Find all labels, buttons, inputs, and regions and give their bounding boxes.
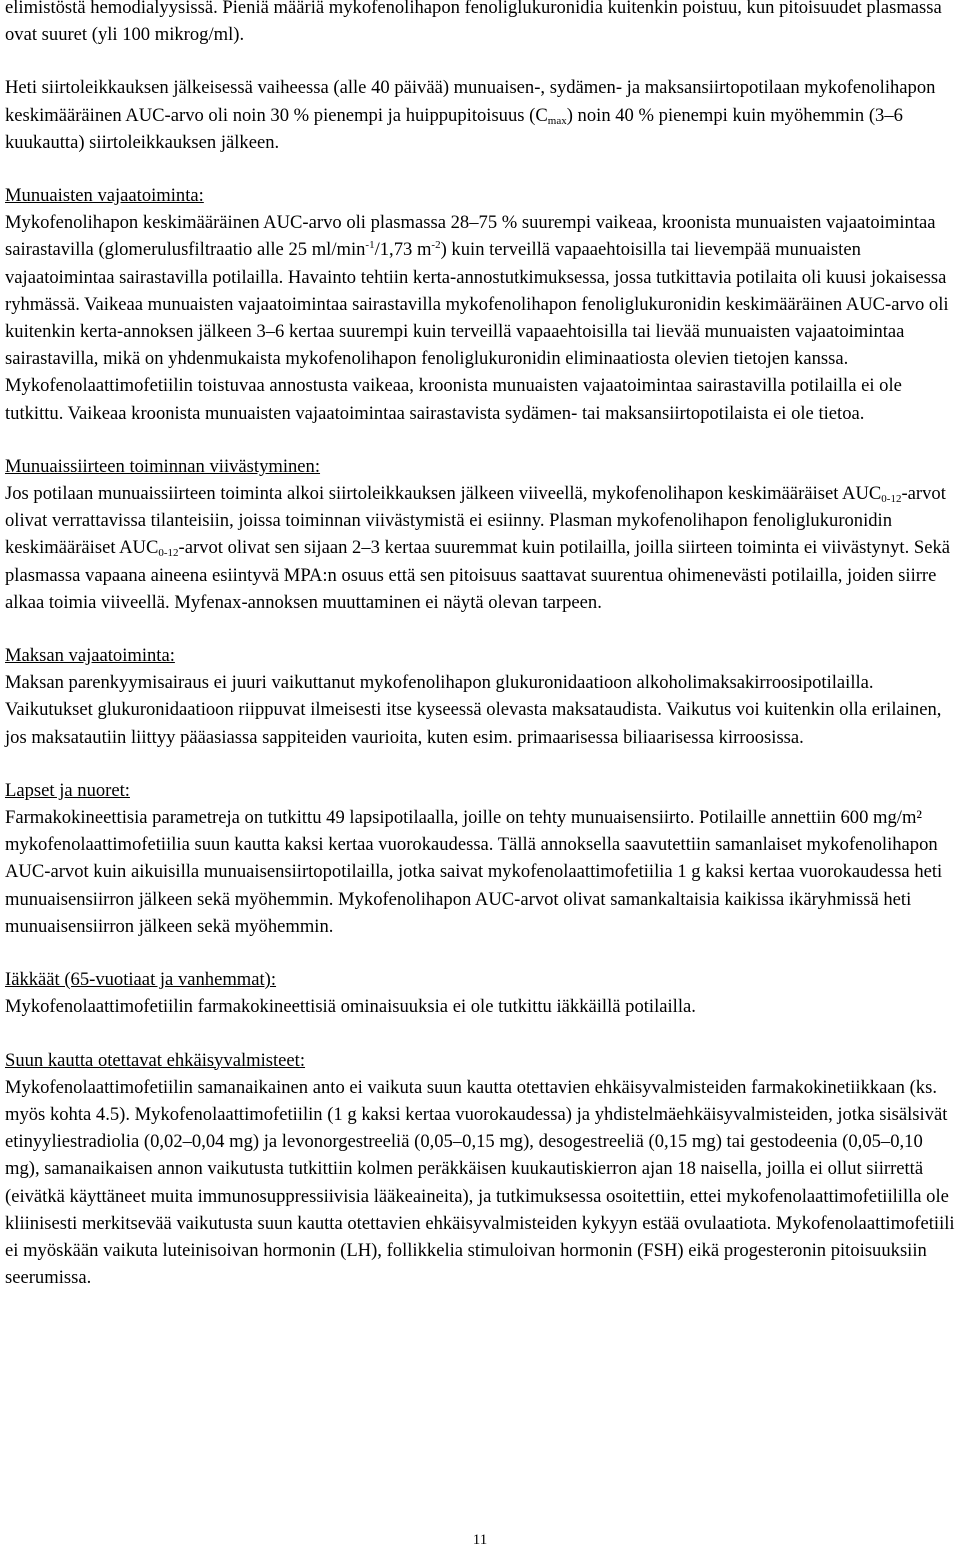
section-heading-delayed-graft: Munuaissiirteen toiminnan viivästyminen: (5, 455, 321, 477)
auc-subscript-2: 0-12 (158, 547, 179, 560)
document-page (5, 0, 957, 1291)
renal-sup-1: -1 (365, 239, 375, 252)
section-heading-elderly: Iäkkäät (65-vuotiaat ja vanhemmat): (5, 969, 277, 991)
early-phase-paragraph (5, 74, 957, 156)
renal-text-a: Mykofenolihapon keskimääräinen AUC-arvo oli plasmassa 28–75 % suurempi vaikeaa, kroonista munuaisten vajaatoimintaa sairastavilla (glomerulusfiltraatio alle 25 ml/min (5, 212, 936, 261)
section-body-contraceptives: Mykofenolaattimofetiilin samanaikainen anto ei vaikuta suun kautta otettavien ehkäisyvalmisteiden farmakokinetiikkaan (ks. myös kohta 4.5). Mykofenolaattimofetiilin (1 g kaksi kertaa vuorokaudessa) ja yhdistelmäehkäisyvalmisteiden, jotka sisälsivät etinyyliestradiolia (0,02–0,04 mg) ja levonorgestreeliä (0,05–0,15 mg), desogestreeliä (0,15 mg) tai gestodeenia (0,05–0,10 mg), samanaikaisen annon vaikutusta tutkittiin kolmen peräkkäisen kuukautiskierron ajan 18 naisella, joilla ei ollut siirrettä (eivätkä käyttäneet muita immunosuppressiivisia lääkeaineita), ja tutkimuksessa osoitettiin, ettei mykofenolaattimofetiililla ole kliinisesti merkitsevää vaikutusta suun kautta otettavien ehkäisyvalmisteiden kykyyn estää ovulaatiota. Mykofenolaattimofetiili ei myöskään vaikuta luteinisoivan hormonin (LH), follikkelia stimuloivan hormonin (FSH) eikä progesteronin pitoisuuksiin seerumissa. (5, 1076, 955, 1289)
section-body-hepatic: Maksan parenkyymisairaus ei juuri vaikuttanut mykofenolihapon glukuronidaatioon alkoholimaksakirroosipotilailla. Vaikutukset glukuronidaatioon riippuvat ilmeisesti itse kyseessä olevasta maksataudista. Vaikutus voi kuitenkin olla erilainen, jos maksatautiin liittyy pääasiassa sappiteiden vaurioita, kuten esim. primaarisessa biliaarisessa kirroosissa. (5, 672, 942, 748)
section-renal (5, 182, 957, 427)
section-heading-hepatic: Maksan vajaatoiminta: (5, 645, 175, 667)
cmax-subscript: max (547, 114, 567, 127)
section-body-elderly: Mykofenolaattimofetiilin farmakokineettisiä ominaisuuksia ei ole tutkittu iäkkäillä potilailla. (5, 996, 696, 1018)
renal-text-b: /1,73 m (374, 239, 432, 261)
section-body-delayed-graft (5, 480, 957, 616)
delayed-text-b: -arvot olivat verrattavissa tilanteisiin, joissa toiminnan viivästymistä ei esiinny. Plasman mykofenolihapon fenoliglukuronidin keskimääräiset AUC (5, 483, 946, 559)
page-number: 11 (472, 1532, 488, 1548)
delayed-text-a: Jos potilaan munuaissiirteen toiminta alkoi siirtoleikkauksen jälkeen viiveellä, mykofenolihapon keskimääräiset AUC (5, 483, 882, 505)
section-heading-contraceptives: Suun kautta otettavat ehkäisyvalmisteet: (5, 1049, 306, 1071)
section-hepatic (5, 642, 957, 751)
section-delayed-graft (5, 453, 957, 616)
intro-continuation: elimistöstä hemodialyysissä. Pieniä määriä mykofenolihapon fenoliglukuronidia kuitenkin poistuu, kun pitoisuudet plasmassa ovat suuret (yli 100 mikrog/ml). (5, 0, 942, 46)
section-heading-pediatric: Lapset ja nuoret: (5, 779, 130, 801)
auc-subscript-1: 0-12 (881, 493, 902, 506)
section-body-pediatric: Farmakokineettisia parametreja on tutkittu 49 lapsipotilaalla, joille on tehty munuaisensiirto. Potilaille annettiin 600 mg/m² mykofenolaattimofetiilia suun kautta kaksi kertaa vuorokaudessa. Tällä annoksella saavutettiin samanlaiset mykofenolihapon AUC-arvot kuin aikuisilla munuaisensiirtopotilailla, jotka saivat mykofenolaattimofetiilia 1 g kaksi kertaa vuorokaudessa heti munuaisensiirron jälkeen sekä myöhemmin. Mykofenolihapon AUC-arvot olivat samankaltaisia kaikissa ikäryhmissä heti munuaisensiirron jälkeen sekä myöhemmin. (5, 807, 943, 937)
section-pediatric (5, 777, 957, 940)
section-heading-renal: Munuaisten vajaatoiminta: (5, 185, 204, 207)
renal-sup-2: -2 (431, 239, 441, 252)
section-contraceptives (5, 1047, 957, 1292)
early-text-b: ) noin 40 % pienempi kuin myöhemmin (3–6 kuukautta) siirtoleikkauksen jälkeen. (5, 104, 903, 153)
renal-text-c: ) kuin terveillä vapaaehtoisilla tai lievempää munuaisten vajaatoimintaa sairastavilla potilailla. Havainto tehtiin kerta-annostutkimuksessa, jossa tutkittavia potilaita oli kuusi jokaisessa ryhmässä. Vaikeaa munuaisten vajaatoimintaa sairastavilla mykofenolihapon fenoliglukuronidin keskimääräinen AUC-arvo oli kuitenkin kerta-annoksen jälkeen 3–6 kertaa suurempi kuin terveillä vapaaehtoisilla tai lievää munuaisten vajaatoimintaa sairastavilla, mikä on yhdenmukaista mykofenolihapon fenoliglukuronidin eliminaatiosta olevien tietojen kanssa. Mykofenolaattimofetiilin toistuvaa annostusta vaikeaa, kroonista munuaisten vajaatoimintaa sairastavilla potilailla ei ole tutkittu. Vaikeaa kroonista munuaisten vajaatoimintaa sairastavista sydämen- tai maksansiirtopotilaista ei ole tietoa. (5, 239, 949, 424)
section-elderly (5, 966, 957, 1020)
delayed-text-c: -arvot olivat sen sijaan 2–3 kertaa suuremmat kuin potilailla, joilla siirteen toiminta ei viivästynyt. Sekä plasmassa vapaana aineena esiintyvä MPA:n osuus että sen pitoisuus saattavat suurentua ohimenevästi potilailla, joiden siirre alkaa toimia viiveellä. Myfenax-annoksen muuttaminen ei näytä olevan tarpeen. (5, 537, 951, 613)
section-body-renal (5, 209, 957, 427)
early-text-a: Heti siirtoleikkauksen jälkeisessä vaiheessa (alle 40 päivää) munuaisen-, sydämen- ja maksansiirtopotilaan mykofenolihapon keskimääräinen AUC-arvo oli noin 30 % pienempi ja huippupitoisuus (C (5, 77, 936, 126)
